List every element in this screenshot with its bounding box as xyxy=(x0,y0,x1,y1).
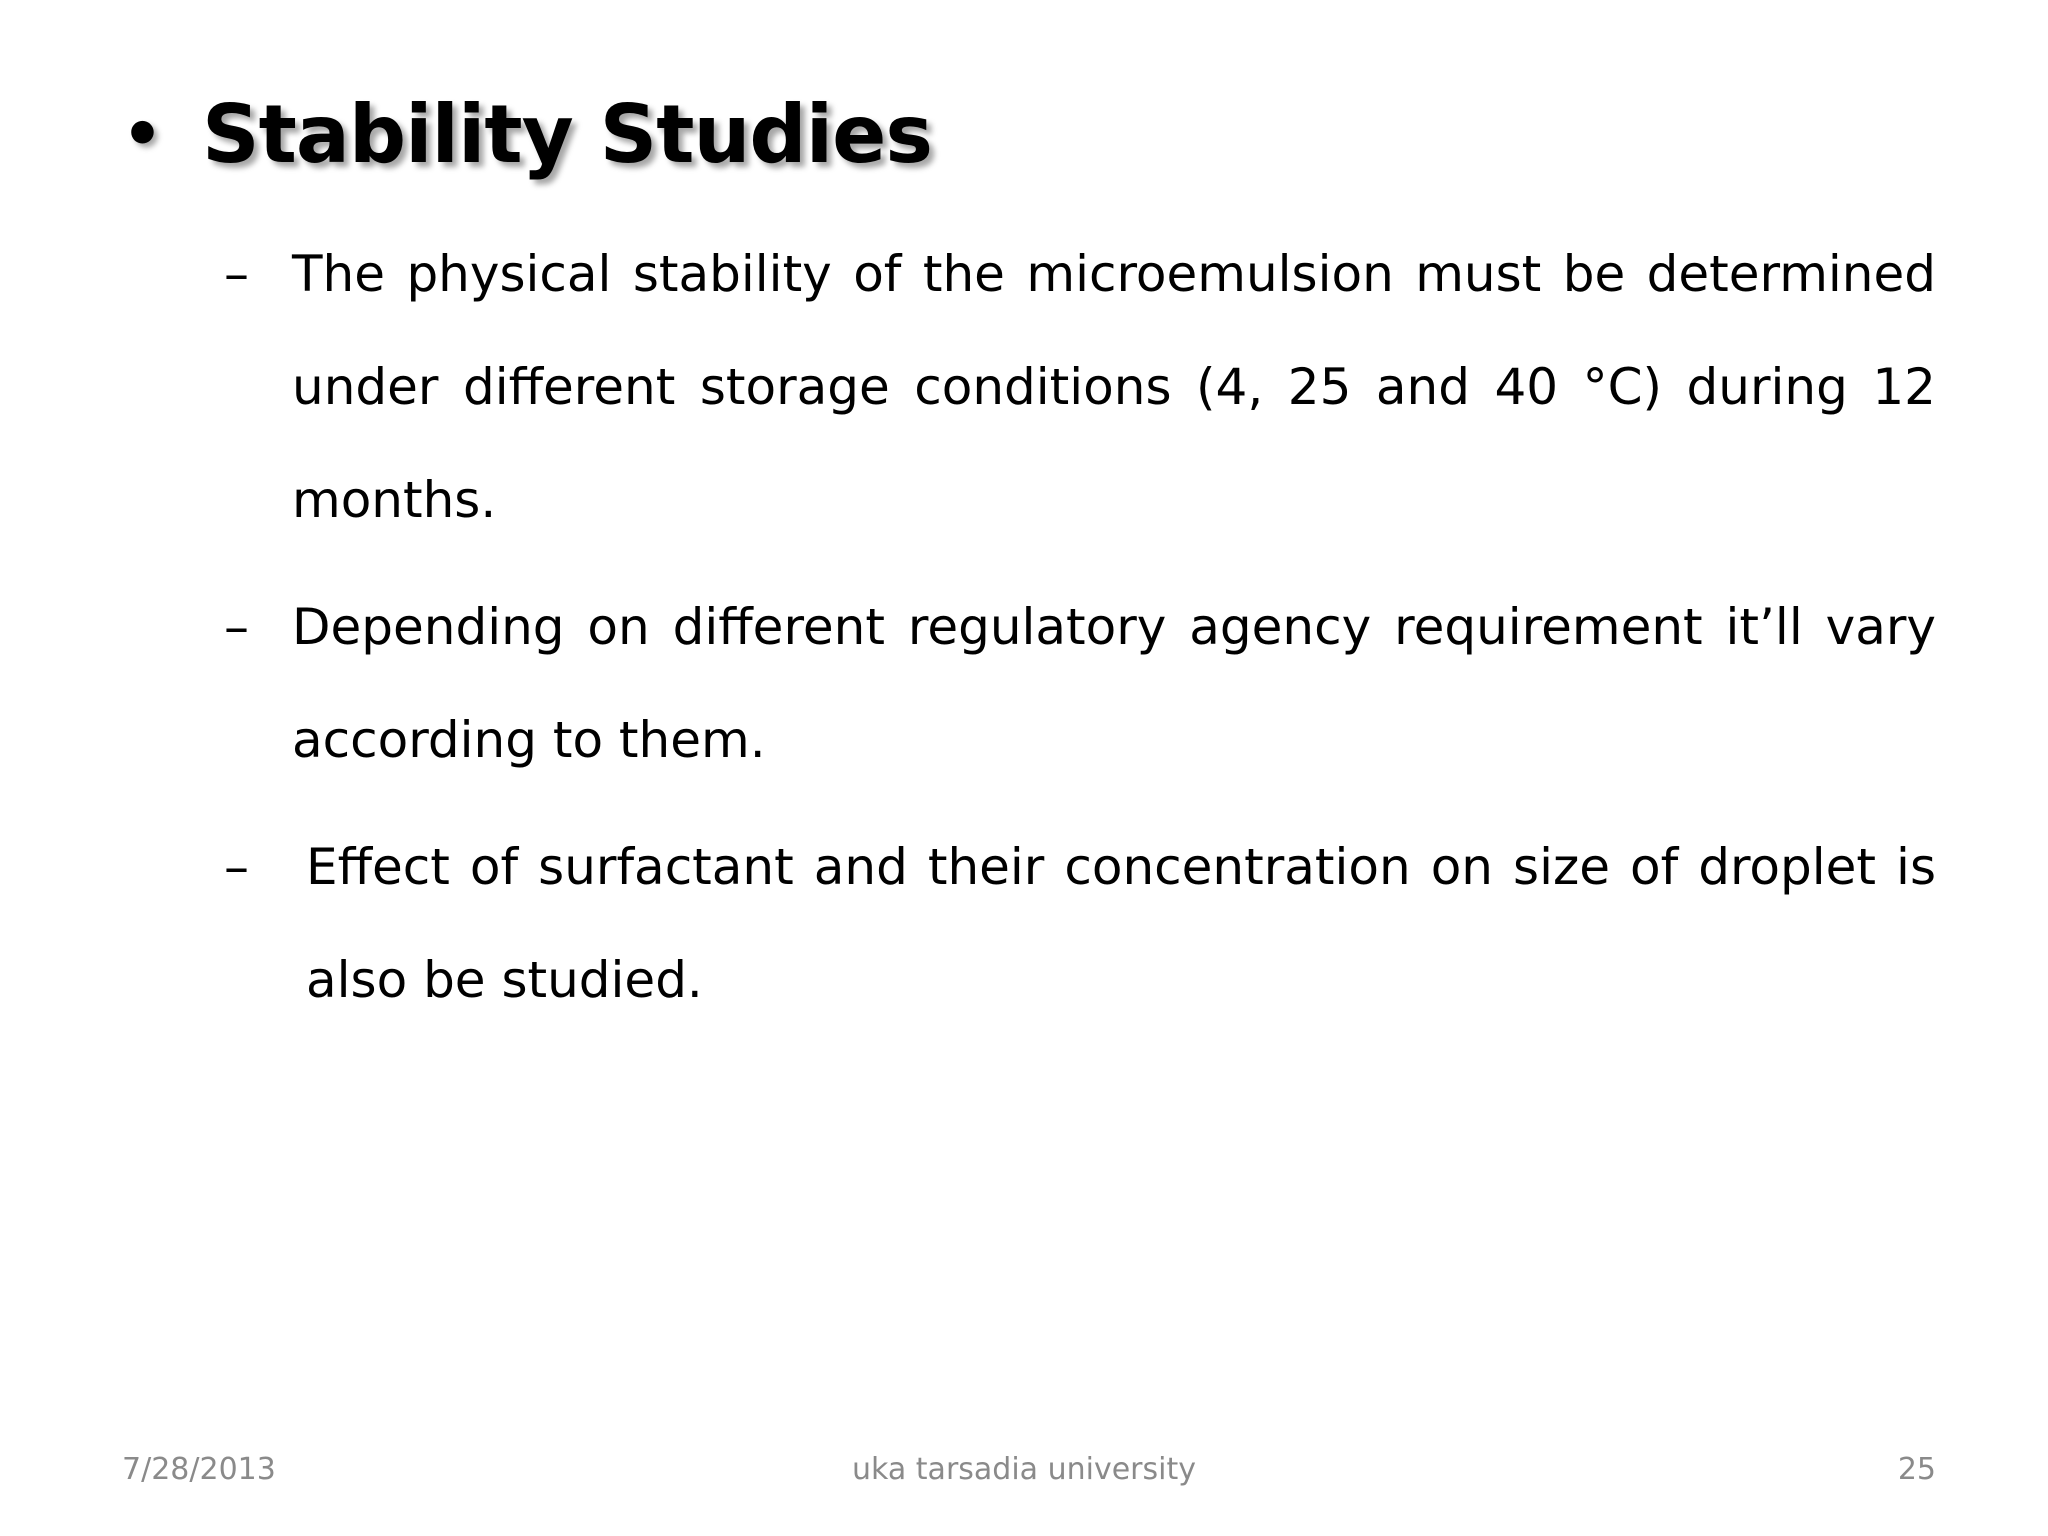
list-item xyxy=(224,571,1936,797)
slide-title: Stability Studies xyxy=(202,88,932,181)
list-item xyxy=(224,811,1936,1037)
dash-marker: – xyxy=(224,838,249,896)
footer-date: 7/28/2013 xyxy=(122,1452,276,1487)
footer-organization: uka tarsadia university xyxy=(852,1452,1196,1487)
bullet-list xyxy=(224,218,1936,1051)
list-item xyxy=(224,218,1936,557)
title-bullet: • xyxy=(122,98,163,172)
list-item-text: Effect of surfactant and their concentration on size of droplet is also be studied. xyxy=(306,838,1936,1009)
list-item-text: Depending on different regulatory agency requirement it’ll vary according to them. xyxy=(292,598,1936,769)
title-row xyxy=(122,70,932,200)
list-item-text: The physical stability of the microemulsion must be determined under different storage conditions (4, 25 and 40 °C) during 12 months. xyxy=(292,245,1936,529)
dash-marker: – xyxy=(224,598,249,656)
page-number: 25 xyxy=(1897,1452,1936,1487)
dash-marker: – xyxy=(224,245,249,303)
